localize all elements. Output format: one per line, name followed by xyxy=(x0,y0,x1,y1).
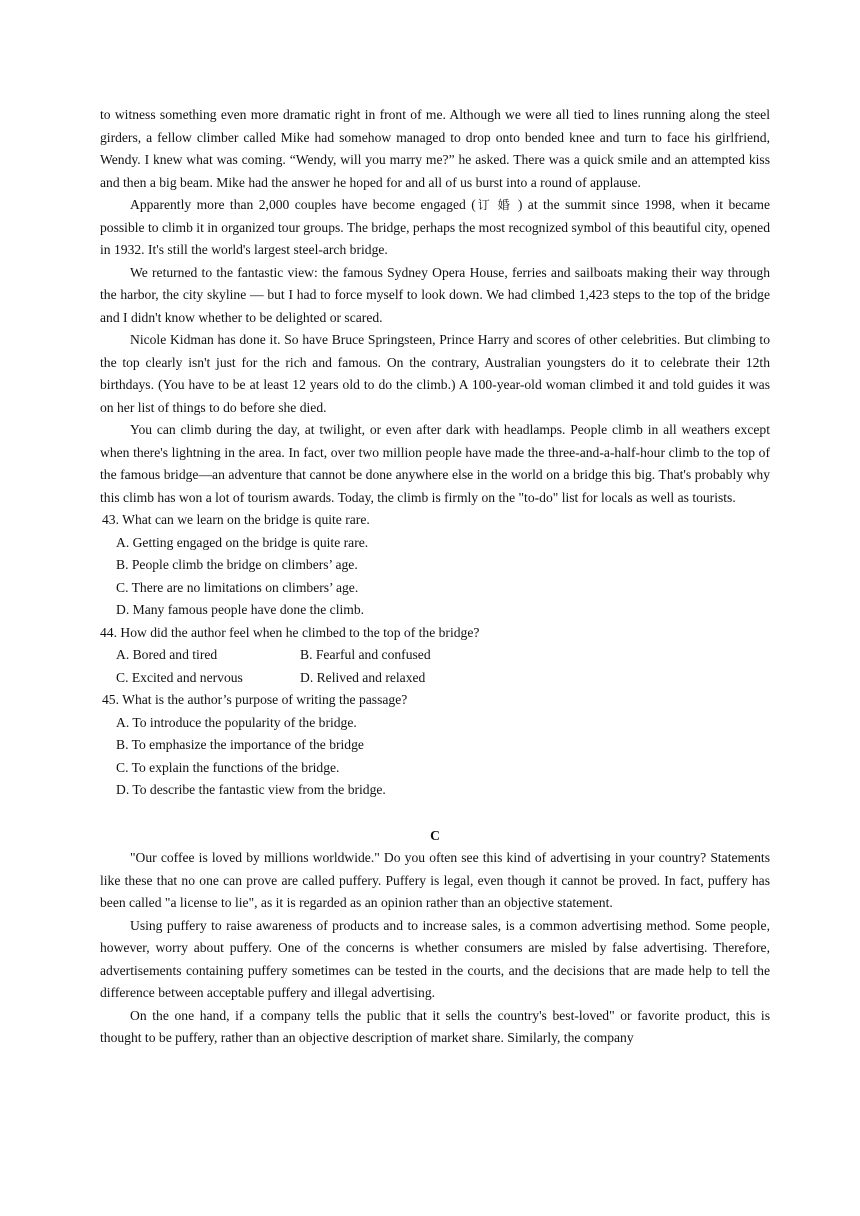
section-title-c: C xyxy=(430,827,440,843)
question-45-option-b: B. To emphasize the importance of the bridge xyxy=(116,737,364,752)
question-45-option-d: D. To describe the fantastic view from the bridge. xyxy=(116,782,386,797)
passage-b-paragraph-3: We returned to the fantastic view: the famous Sydney Opera House, ferries and sailboats making their way through the harbor, the city skyline — but I had to force myself to look down. We had climbed 1,423 steps to the top of the bridge and I didn't know whether to be delighted or scared. xyxy=(100,264,770,325)
question-45-stem: 45. What is the author’s purpose of writing the passage? xyxy=(102,692,408,707)
passage-b-paragraph-1: to witness something even more dramatic right in front of me. Although we were all tied to lines running along the steel girders, a fellow climber called Mike had somehow managed to drop onto bended knee and turn to face his girlfriend, Wendy. I knew what was coming. “Wendy, will you marry me?” he asked. There was a quick smile and an attempted kiss and then a big beam. Mike had the answer he hoped for and all of us burst into a round of applause. xyxy=(100,107,770,190)
passage-c-paragraph-1: "Our coffee is loved by millions worldwide." Do you often see this kind of advertising in your country? Statements like these that no one can prove are called puffery. Puffery is legal, even though it cannot be proved. In fact, puffery has been called "a license to lie", as it is regarded as an opinion rather than an objective statement. xyxy=(100,850,770,910)
question-43-option-c: C. There are no limitations on climbers’ age. xyxy=(116,579,359,595)
question-45-option-a: A. To introduce the popularity of the bridge. xyxy=(116,714,357,730)
passage-c-paragraph-3: On the one hand, if a company tells the public that it sells the country's best-loved" or favorite product, this is thought to be puffery, rather than an objective description of market share. Similarly, the company xyxy=(100,1007,770,1045)
passage-b-paragraph-4: Nicole Kidman has done it. So have Bruce Springsteen, Prince Harry and scores of other celebrities. But climbing to the top clearly isn't just for the rich and famous. On the contrary, Australian youngsters do it to celebrate their 12th birthdays. (You have to be at least 12 years old to do the climb.) A 100-year-old woman climbed it and told guides it was on her list of things to do before she died. xyxy=(100,332,770,415)
question-43-stem: 43. What can we learn on the bridge is quite rare. xyxy=(102,512,370,527)
question-43-option-a: A. Getting engaged on the bridge is quite rare. xyxy=(116,534,369,550)
question-44-option-c: C. Excited and nervous xyxy=(116,669,243,685)
question-44-stem: 44. How did the author feel when he climbed to the top of the bridge? xyxy=(100,624,480,640)
question-45-option-c: C. To explain the functions of the bridge. xyxy=(116,759,340,775)
question-43-option-b: B. People climb the bridge on climbers’ age. xyxy=(116,557,358,572)
chinese-gloss: 订婚 xyxy=(475,198,518,212)
question-45 xyxy=(100,689,770,802)
question-44-option-d: D. Relived and relaxed xyxy=(300,669,426,685)
passage-b-paragraph-2 xyxy=(100,194,770,262)
passage-b-paragraph-5: You can climb during the day, at twilight, or even after dark with headlamps. People climb in all weathers except when there's lightning in the area. In fact, over two million people have made the three-and-a-half-hour climb to the top of the famous bridge—an adventure that cannot be done anywhere else in the world on a bridge this big. That's probably why this climb has won a lot of tourism awards. Today, the climb is firmly on the "to-do" list for locals as well as tourists. xyxy=(100,422,770,505)
paragraph-2-text-before: Apparently more than 2,000 couples have become engaged ( xyxy=(130,197,476,212)
question-44-options-row-1 xyxy=(100,644,770,667)
question-44-options-row-2 xyxy=(100,667,770,690)
document-page xyxy=(100,104,770,1050)
paragraph-2-text-after: ) at the summit since 1998, when it became possible to climb it in organized tour groups. The bridge, perhaps the most recognized symbol of this beautiful city, opened in 1932. It's still the world's largest steel-arch bridge. xyxy=(100,197,770,257)
question-44-option-a: A. Bored and tired xyxy=(116,647,218,662)
question-43-option-d: D. Many famous people have done the climb. xyxy=(116,602,365,617)
passage-c-paragraph-2: Using puffery to raise awareness of products and to increase sales, is a common advertising method. Some people, however, worry about puffery. One of the concerns is whether consumers are misled by false advertising. Therefore, advertisements containing puffery sometimes can be tested in the courts, and the decisions that are made help to tell the difference between acceptable puffery and illegal advertising. xyxy=(100,917,770,1000)
question-44 xyxy=(100,622,770,690)
question-43 xyxy=(100,509,770,622)
question-44-option-b: B. Fearful and confused xyxy=(300,647,431,662)
